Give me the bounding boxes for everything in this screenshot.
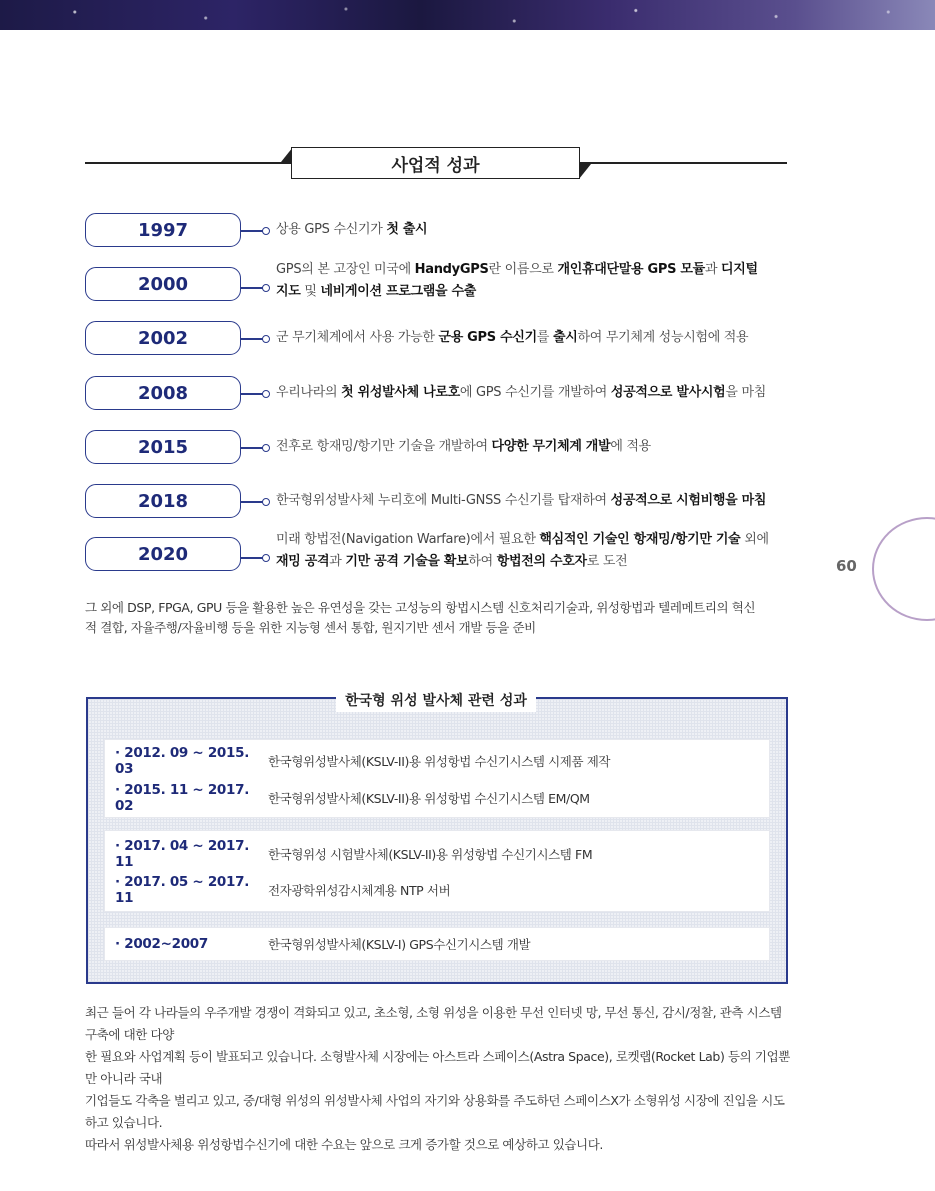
- timeline-description-line: [276, 281, 796, 303]
- body-text: 군 무기체계에서 사용 가능한: [276, 330, 439, 345]
- highlight-text: 항법전의 수호자: [496, 554, 587, 569]
- achievement-date: · 2015. 11 ~ 2017. 02: [115, 782, 250, 814]
- timeline-description-line: [276, 219, 796, 241]
- timeline-dot: [262, 444, 270, 452]
- body-text: GPS의 본 고장인 미국에: [276, 262, 415, 277]
- page-arc-decoration: [872, 517, 935, 621]
- body-text: 전후로 항재밍/항기만 기술을 개발하여: [276, 439, 492, 454]
- closing-paragraph: [85, 1002, 790, 1156]
- timeline-year-2018: 2018: [85, 484, 241, 518]
- body-text: 을 마침: [725, 385, 766, 400]
- achievement-date: · 2017. 04 ~ 2017. 11: [115, 838, 250, 870]
- timeline-description: [276, 259, 796, 303]
- timeline-dot: [262, 390, 270, 398]
- highlight-text: 첫 위성발사체 나로호: [341, 385, 460, 400]
- body-text: 하여: [468, 554, 497, 569]
- body-text: 상용 GPS 수신기가: [276, 222, 387, 237]
- timeline-description: [276, 436, 796, 458]
- achievement-date: · 2012. 09 ~ 2015. 03: [115, 745, 250, 777]
- timeline-description-line: [276, 382, 796, 404]
- highlight-text: HandyGPS: [414, 262, 489, 277]
- achievement-desc: 전자광학위성감시체계용 NTP 서버: [268, 883, 451, 898]
- timeline-description-line: [276, 490, 796, 512]
- highlight-text: 첫 출시: [386, 222, 428, 237]
- timeline-year-2008: 2008: [85, 376, 241, 410]
- highlight-text: 군용 GPS 수신기: [438, 330, 537, 345]
- timeline-connector: [241, 230, 264, 232]
- timeline-description-line: [276, 529, 796, 551]
- body-text: 외에: [740, 532, 769, 547]
- body-text: 란 이름으로: [488, 262, 558, 277]
- achievement-date: · 2002~2007: [115, 936, 208, 952]
- highlight-text: 지도: [276, 284, 301, 299]
- timeline-description: [276, 529, 796, 573]
- body-text: 과: [329, 554, 346, 569]
- highlight-text: 성공적으로 시험비행을 마침: [610, 493, 767, 508]
- timeline-description: [276, 490, 796, 512]
- section-title: 사업적 성과: [291, 147, 580, 179]
- timeline-connector: [241, 287, 264, 289]
- starfield-header-band: [0, 0, 935, 30]
- timeline-dot: [262, 284, 270, 292]
- title-corner-right: [579, 164, 591, 179]
- summary-paragraph: [85, 598, 790, 638]
- closing-line: 최근 들어 각 나라들의 우주개발 경쟁이 격화되고 있고, 초소형, 소형 위성을 이용한 무선 인터넷 망, 무선 통신, 감시/정찰, 관측 시스템 구축에 대한 다양: [85, 1005, 782, 1042]
- achievement-box-title: 한국형 위성 발사체 관련 성과: [336, 688, 536, 712]
- closing-line: 한 필요와 사업계획 등이 발표되고 있습니다. 소형발사체 시장에는 아스트라 스페이스(Astra Space), 로켓랩(Rocket Lab) 등의 기업뿐만 아니라 국내: [85, 1049, 790, 1086]
- title-rule-left: [85, 162, 293, 164]
- body-text: 및: [300, 284, 321, 299]
- achievement-row: [115, 874, 451, 906]
- timeline-year-2015: 2015: [85, 430, 241, 464]
- timeline-connector: [241, 501, 264, 503]
- body-text: 우리나라의: [276, 385, 342, 400]
- highlight-text: 출시: [552, 330, 578, 345]
- timeline-description: [276, 327, 796, 349]
- body-text: 에 GPS 수신기를 개발하여: [459, 385, 611, 400]
- body-text: 미래 항법전(Navigation Warfare)에서 필요한: [276, 532, 540, 547]
- highlight-text: 디지털: [721, 262, 758, 277]
- highlight-text: 개인휴대단말용 GPS 모듈: [557, 262, 705, 277]
- timeline-year-1997: 1997: [85, 213, 241, 247]
- timeline-description-line: [276, 551, 796, 573]
- timeline-dot: [262, 335, 270, 343]
- highlight-text: 다양한 무기체계 개발: [491, 439, 611, 454]
- body-text: 과: [704, 262, 722, 277]
- body-text: 하여 무기체계 성능시험에 적용: [577, 330, 749, 345]
- achievement-desc: 한국형위성발사체(KSLV-II)용 위성항법 수신기시스템 EM/QM: [268, 791, 590, 806]
- timeline-connector: [241, 447, 264, 449]
- highlight-text: 재밍 공격: [276, 554, 330, 569]
- closing-line: 기업들도 각축을 벌리고 있고, 중/대형 위성의 위성발사체 사업의 자기와 상용화를 주도하던 스페이스X가 소형위성 시장에 진입을 시도하고 있습니다.: [85, 1093, 785, 1130]
- achievement-date: · 2017. 05 ~ 2017. 11: [115, 874, 250, 906]
- timeline-year-2002: 2002: [85, 321, 241, 355]
- timeline-description-line: [276, 327, 796, 349]
- achievement-desc: 한국형위성발사체(KSLV-I) GPS수신기시스템 개발: [268, 937, 531, 952]
- summary-line: 그 외에 DSP, FPGA, GPU 등을 활용한 높은 유연성을 갖는 고성능의 항법시스템 신호처리기술과, 위성항법과 텔레메트리의 혁신: [85, 600, 756, 615]
- highlight-text: 성공적으로 발사시험: [610, 385, 726, 400]
- page-number: 60: [836, 557, 857, 575]
- timeline-description-line: [276, 259, 796, 281]
- highlight-text: 네비게이션 프로그램을 수출: [320, 284, 477, 299]
- achievement-row: [115, 933, 530, 955]
- timeline-dot: [262, 498, 270, 506]
- achievement-row: [115, 782, 590, 814]
- closing-line: 따라서 위성발사체용 위성항법수신기에 대한 수요는 앞으로 크게 증가할 것으로 예상하고 있습니다.: [85, 1137, 603, 1152]
- achievement-row: [115, 838, 593, 870]
- timeline-connector: [241, 557, 264, 559]
- title-rule-right: [578, 162, 787, 164]
- achievement-row: [115, 745, 611, 777]
- timeline-description-line: [276, 436, 796, 458]
- timeline-year-2020: 2020: [85, 537, 241, 571]
- timeline-description: [276, 382, 796, 404]
- body-text: 한국형위성발사체 누리호에 Multi-GNSS 수신기를 탑재하여: [276, 493, 611, 508]
- achievement-desc: 한국형위성 시험발사체(KSLV-II)용 위성항법 수신기시스템 FM: [268, 847, 593, 862]
- achievement-desc: 한국형위성발사체(KSLV-II)용 위성항법 수신기시스템 시제품 제작: [268, 754, 611, 769]
- highlight-text: 핵심적인 기술인 항재밍/항기만 기술: [539, 532, 741, 547]
- timeline-year-2000: 2000: [85, 267, 241, 301]
- highlight-text: 기만 공격 기술을 확보: [345, 554, 469, 569]
- timeline-connector: [241, 393, 264, 395]
- timeline-connector: [241, 338, 264, 340]
- summary-line: 적 결합, 자율주행/자율비행 등을 위한 지능형 센서 통합, 원지기반 센서 개발 등을 준비: [85, 620, 536, 635]
- body-text: 로 도전: [586, 554, 628, 569]
- timeline-description: [276, 219, 796, 241]
- timeline-dot: [262, 554, 270, 562]
- timeline-dot: [262, 227, 270, 235]
- body-text: 에 적용: [610, 439, 651, 454]
- body-text: 를: [536, 330, 553, 345]
